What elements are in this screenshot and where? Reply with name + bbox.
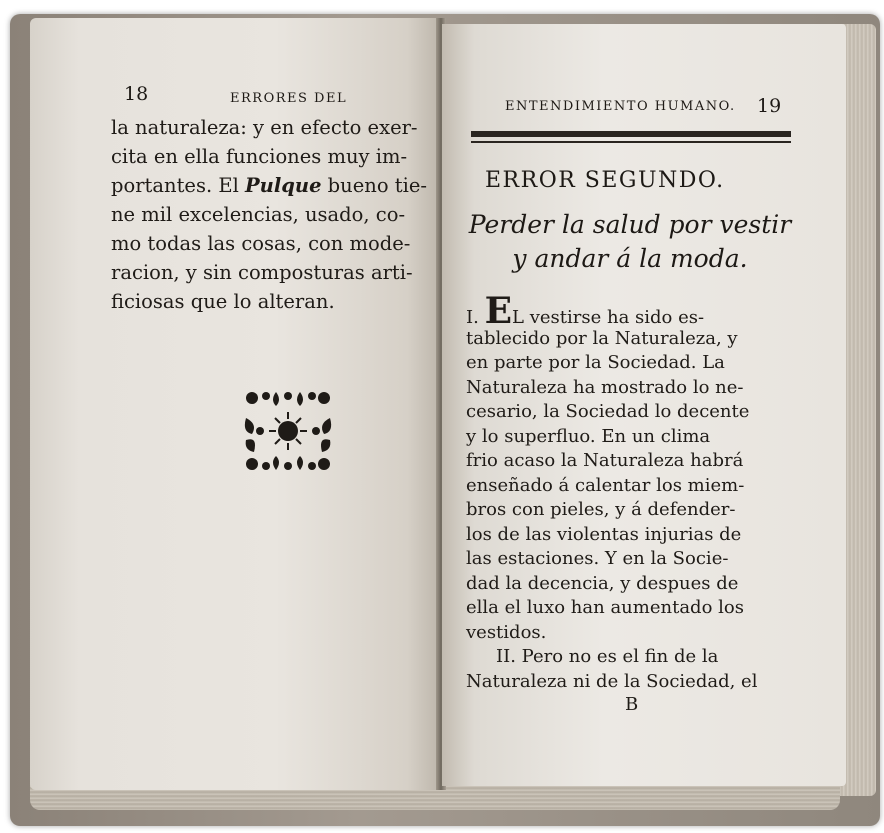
left-line-7: ficiosas que lo alteran.: [111, 290, 335, 313]
paragraph-1-first-line: I. EL vestirse ha sido es-: [466, 290, 705, 332]
printers-fleuron-ornament-icon: [242, 388, 334, 474]
paragraph-2-line-2: Naturaleza ni de la Sociedad, el: [466, 670, 758, 692]
left-page-number: 18: [124, 83, 149, 105]
right-page-text: [466, 290, 796, 694]
paragraph-2-line-1: II. Pero no es el fin de la: [496, 646, 719, 667]
header-rule-thick: [471, 131, 791, 137]
right-line: ella el luxo han aumentado los: [466, 597, 744, 618]
left-line-3: portantes. El Pulque bueno tie-: [111, 174, 427, 197]
right-line: enseñado á calentar los miem-: [466, 474, 745, 496]
chapter-subtitle-line-1: Perder la salud por vestir: [468, 210, 792, 239]
right-line: vestidos.: [466, 621, 547, 643]
right-line: en parte por la Sociedad. La: [466, 352, 725, 373]
left-line-6: racion, y sin composturas arti-: [111, 261, 413, 284]
right-page-number: 19: [757, 95, 782, 117]
right-line: los de las violentas injurias de: [466, 523, 742, 545]
left-line-4: ne mil excelencias, usado, co-: [111, 203, 406, 226]
header-rule-thin: [471, 141, 791, 143]
signature-mark: B: [625, 694, 639, 715]
right-line: tablecido por la Naturaleza, y: [466, 327, 738, 349]
right-line: cesario, la Sociedad lo decente: [466, 401, 750, 422]
pulque-italic-word: Pulque: [245, 174, 322, 197]
right-line: frio acaso la Naturaleza habrá: [466, 450, 744, 471]
right-line: dad la decencia, y despues de: [466, 572, 739, 594]
left-page-text: [111, 113, 427, 316]
left-line-1: la naturaleza: y en efecto exer-: [111, 116, 418, 139]
left-line-2: cita en ella funciones muy im-: [111, 145, 408, 168]
left-running-head: ERRORES DEL: [230, 91, 348, 106]
chapter-title: ERROR SEGUNDO.: [485, 168, 725, 193]
right-line: bros con pieles, y á defender-: [466, 499, 736, 520]
right-line: y lo superfluo. En un clima: [466, 425, 711, 447]
left-line-5: mo todas las cosas, con mode-: [111, 232, 411, 255]
paragraph-number: I.: [466, 307, 479, 328]
drop-cap: E: [484, 290, 513, 332]
right-line: las estaciones. Y en la Socie-: [466, 548, 729, 569]
right-running-head: ENTENDIMIENTO HUMANO.: [505, 99, 736, 114]
chapter-subtitle-line-2: y andar á la moda.: [512, 244, 748, 273]
right-line: Naturaleza ha mostrado lo ne-: [466, 376, 744, 398]
